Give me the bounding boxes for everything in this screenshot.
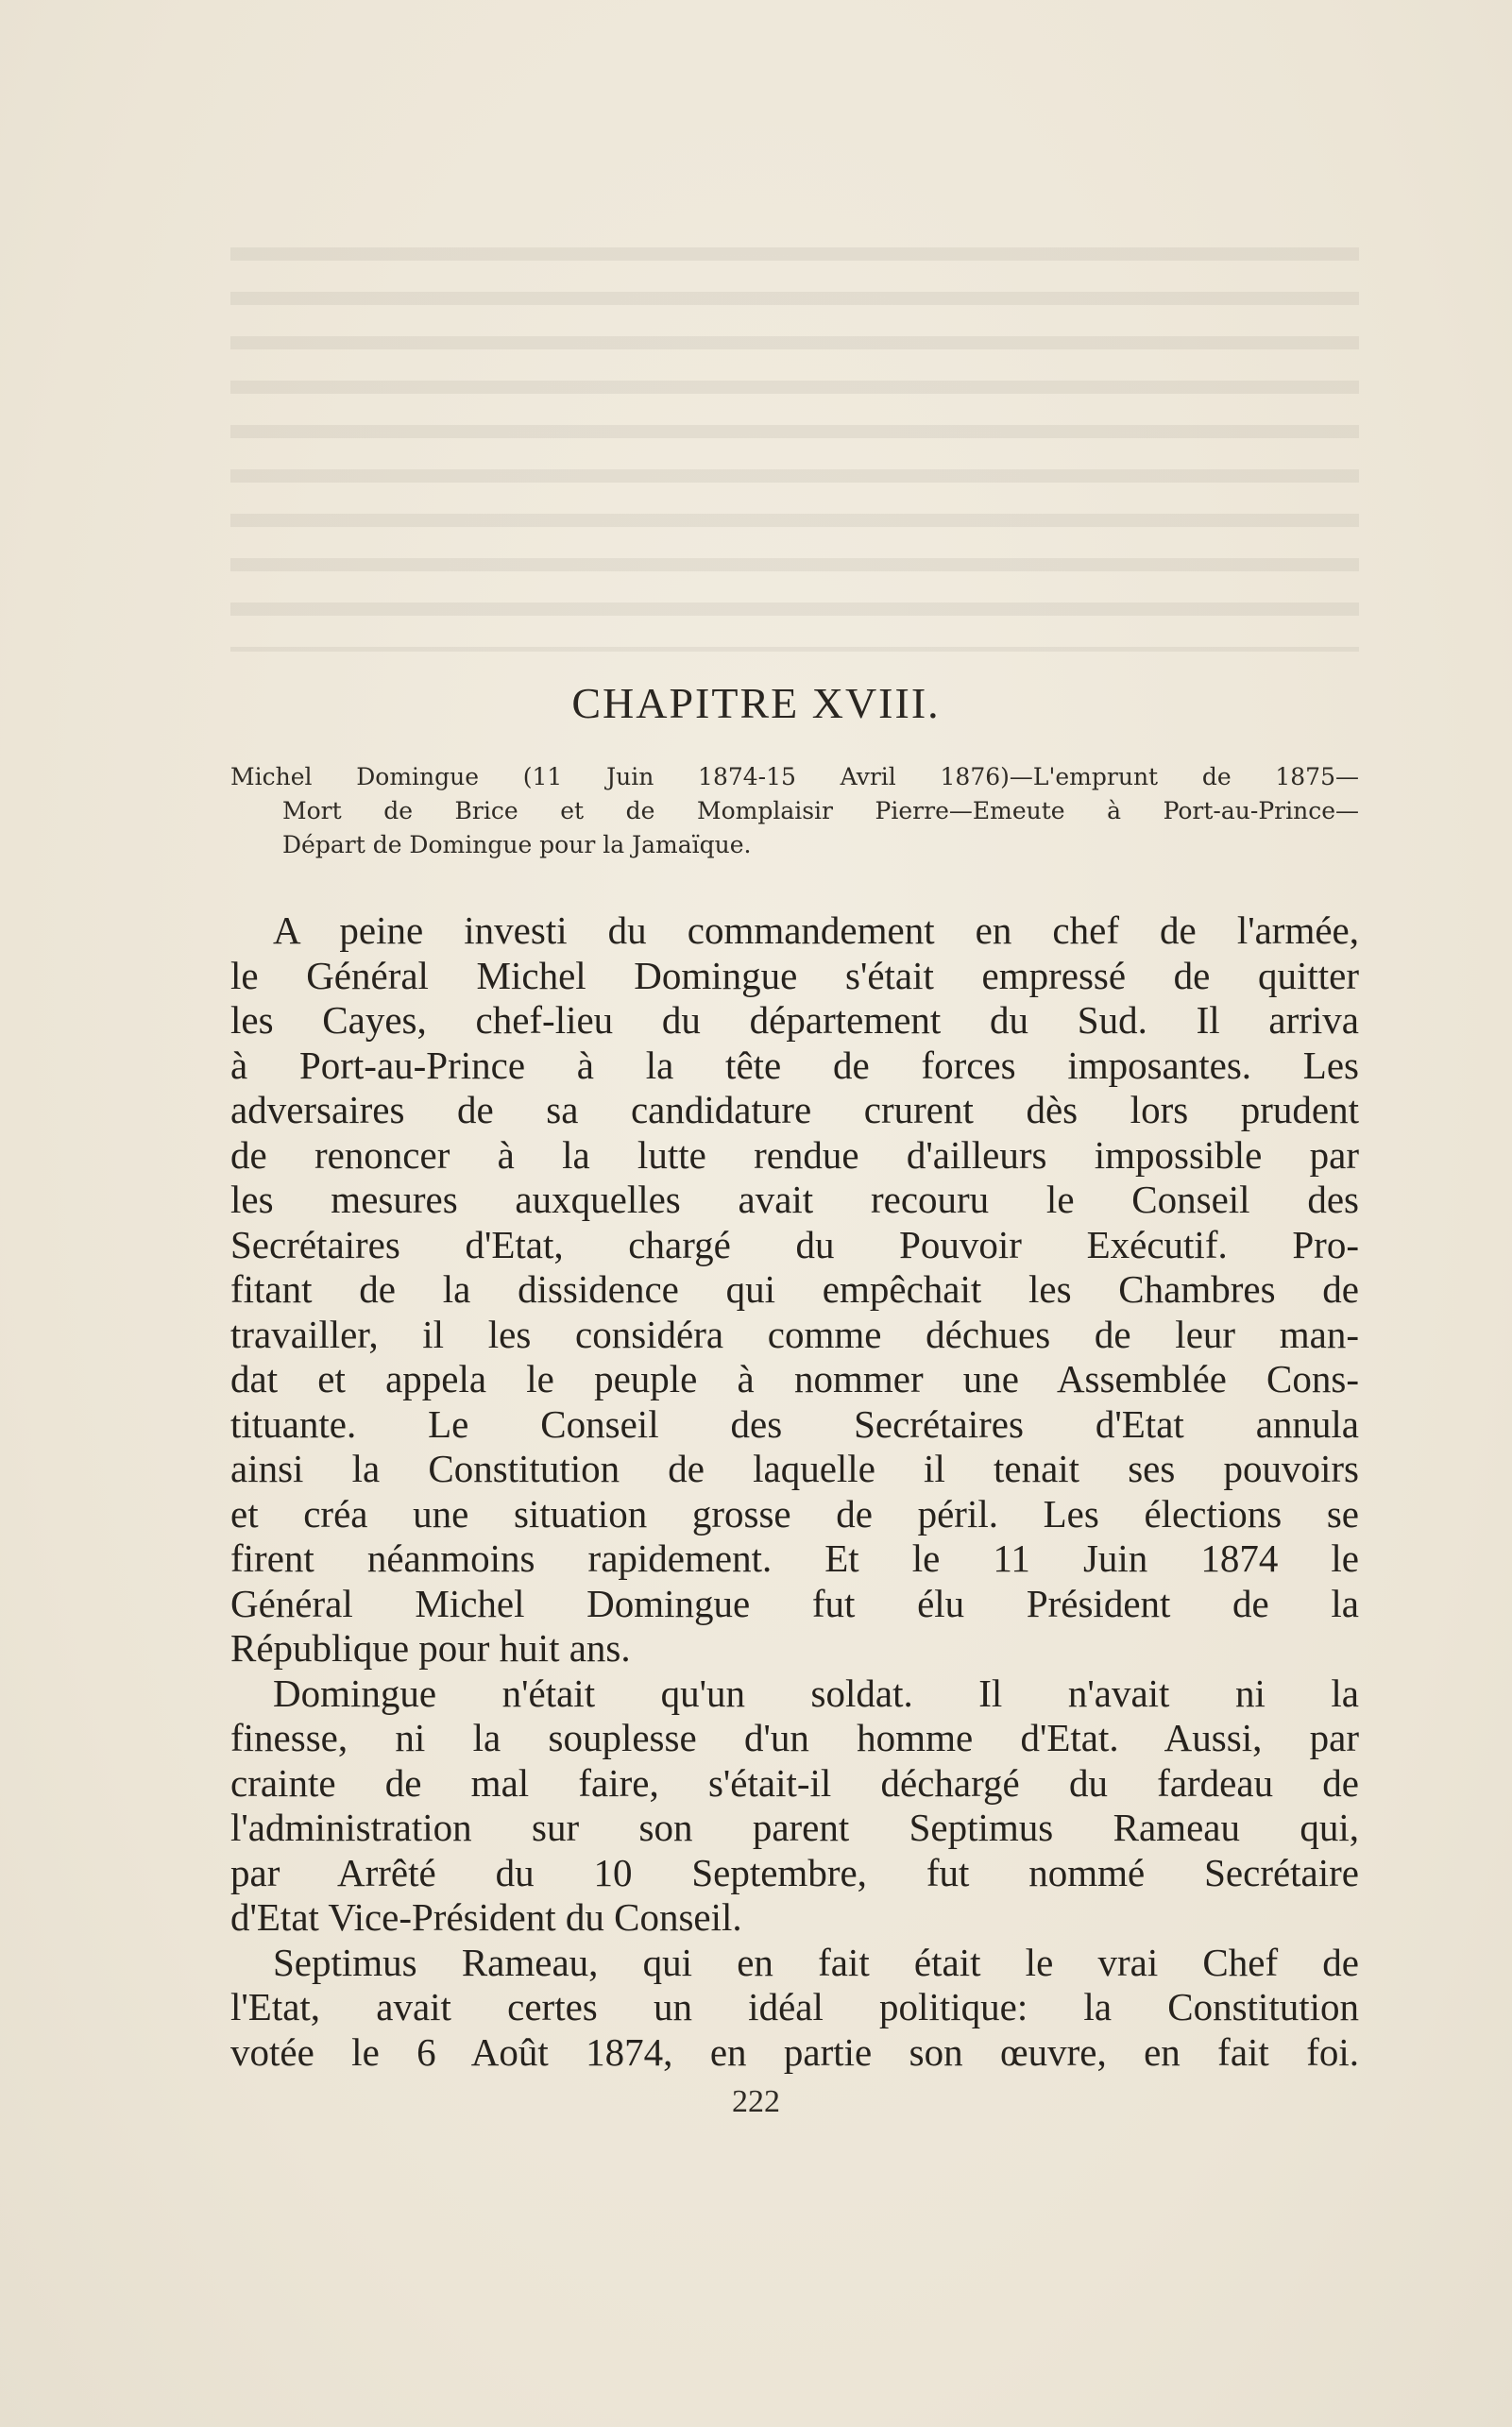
chapter-summary [230, 760, 1359, 862]
text-line: République pour huit ans. [230, 1626, 631, 1670]
text-line: Général Michel Domingue fut élu Président de la [230, 1581, 1359, 1625]
text-line: dat et appela le peuple à nommer une Assemblée Cons- [230, 1357, 1359, 1400]
summary-line: Départ de Domingue pour la Jamaïque. [282, 831, 752, 858]
text-line: ainsi la Constitution de laquelle il tenait ses pouvoirs [230, 1447, 1359, 1490]
text-line: et créa une situation grosse de péril. Les élections se [230, 1491, 1359, 1536]
text-line: votée le 6 Août 1874, en partie son œuvre, en fait foi. [230, 2029, 1359, 2074]
text-line: adversaires de sa candidature crurent dès lors prudent [230, 1088, 1359, 1131]
page-number: 222 [732, 2084, 780, 2119]
text-line: les mesures auxquelles avait recouru le Conseil des [230, 1178, 1359, 1221]
paragraph [230, 1672, 1359, 1941]
text-line: crainte de mal faire, s'était-il déchargé du fardeau de [230, 1760, 1359, 1805]
text-line: A peine investi du commandement en chef de l'armée, [273, 908, 1359, 952]
text-line: tituante. Le Conseil des Secrétaires d'Etat annula [230, 1401, 1359, 1446]
chapter-title: CHAPITRE XVIII. [571, 679, 941, 727]
text-line: d'Etat Vice-Président du Conseil. [230, 1895, 742, 1939]
text-line: le Général Michel Domingue s'était empressé de quitter [230, 953, 1359, 997]
text-line: de renoncer à la lutte rendue d'ailleurs impossible par [230, 1132, 1359, 1177]
text-line: Secrétaires d'Etat, chargé du Pouvoir Exécutif. Pro- [230, 1222, 1359, 1266]
text-line: firent néanmoins rapidement. Et le 11 Juin 1874 le [230, 1536, 1359, 1580]
paragraph [230, 908, 1359, 1672]
text-line: l'administration sur son parent Septimus Rameau qui, [230, 1806, 1359, 1849]
text-line: l'Etat, avait certes un idéal politique: la Constitution [230, 1985, 1359, 2028]
body-text [230, 908, 1359, 2075]
text-line: à Port-au-Prince à la tête de forces imposantes. Les [230, 1043, 1359, 1087]
text-line: Septimus Rameau, qui en fait était le vrai Chef de [273, 1940, 1359, 1984]
text-line: Domingue n'était qu'un soldat. Il n'avait ni la [273, 1671, 1359, 1715]
text-line: les Cayes, chef-lieu du département du Sud. Il arriva [230, 998, 1359, 1042]
paragraph [230, 1941, 1359, 2076]
summary-line: Michel Domingue (11 Juin 1874-15 Avril 1876)—L'emprunt de 1875— [230, 763, 1359, 790]
summary-line: Mort de Brice et de Momplaisir Pierre—Emeute à Port-au-Prince— [282, 797, 1359, 824]
text-line: finesse, ni la souplesse d'un homme d'Etat. Aussi, par [230, 1716, 1359, 1759]
text-line: fitant de la dissidence qui empêchait les Chambres de [230, 1267, 1359, 1311]
text-line: travailler, il les considéra comme déchues de leur man- [230, 1312, 1359, 1356]
text-line: par Arrêté du 10 Septembre, fut nommé Secrétaire [230, 1850, 1359, 1894]
show-through-text [230, 227, 1359, 652]
